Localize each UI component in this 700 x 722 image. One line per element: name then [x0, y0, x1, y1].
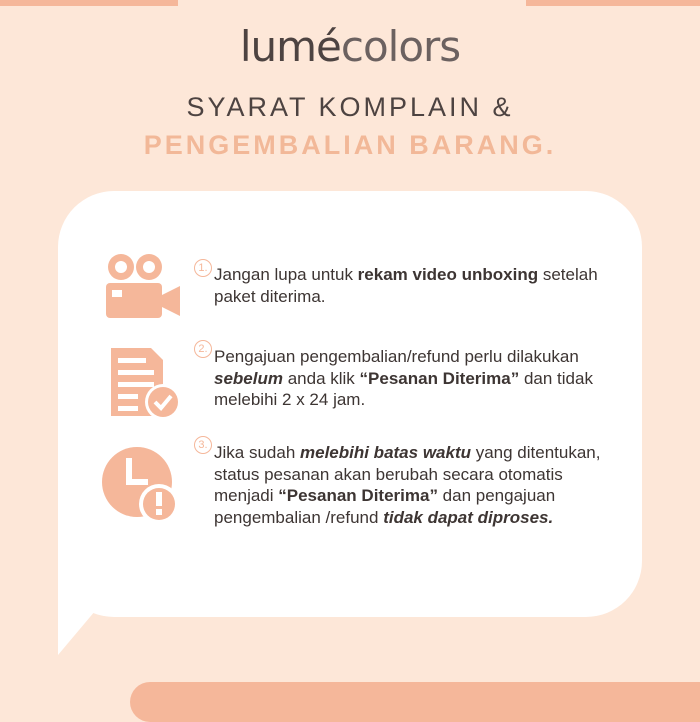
item-2-text-segment: “Pesanan Diterima” — [359, 368, 520, 388]
item-3-text — [214, 442, 614, 528]
item-3-text-segment: yang ditentukan, status pesanan akan berubah secara otomatis menjadi — [214, 443, 601, 505]
top-decor-line-right — [526, 0, 700, 6]
item-2-text-segment: Pengajuan pengembalian/refund perlu dilakukan — [214, 347, 579, 366]
item-1-text-segment: Jangan lupa untuk — [214, 265, 358, 284]
item-3-number: 3. — [194, 436, 212, 454]
item-2-text-segment: dan tidak melebihi 2 x 24 jam. — [214, 368, 593, 409]
item-2-text — [214, 346, 614, 411]
item-2-number: 2. — [194, 340, 212, 358]
item-1-text-segment: setelah paket diterima. — [214, 265, 598, 306]
item-3-text-segment: melebihi batas waktu — [300, 443, 471, 462]
heading-line2: PENGEMBALIAN BARANG. — [143, 130, 557, 160]
logo-part2: colors — [340, 22, 461, 71]
item-2-text-segment: sebelum — [214, 368, 283, 388]
document-check-icon — [107, 346, 183, 422]
item-1-text — [214, 264, 614, 307]
heading-line1: SYARAT KOMPLAIN & — [186, 92, 514, 122]
video-camera-icon — [104, 250, 182, 320]
item-3-text-segment: Jika sudah — [214, 443, 300, 462]
clock-warning-icon — [101, 446, 181, 526]
item-3-text-segment: dan pengajuan pengembalian /refund — [214, 486, 556, 527]
item-1-text-segment: rekam video unboxing — [357, 265, 539, 284]
item-2-text-segment: anda klik — [282, 368, 360, 388]
brand-logo — [0, 22, 700, 71]
logo-part1: lumé — [239, 22, 341, 71]
item-1-number: 1. — [194, 259, 212, 277]
item-3-text-segment: tidak dapat diproses. — [383, 507, 554, 527]
top-decor-line-left — [0, 0, 178, 6]
item-3-text-segment: “Pesanan Diterima” — [278, 486, 438, 505]
bottom-decor-bar — [130, 682, 700, 722]
